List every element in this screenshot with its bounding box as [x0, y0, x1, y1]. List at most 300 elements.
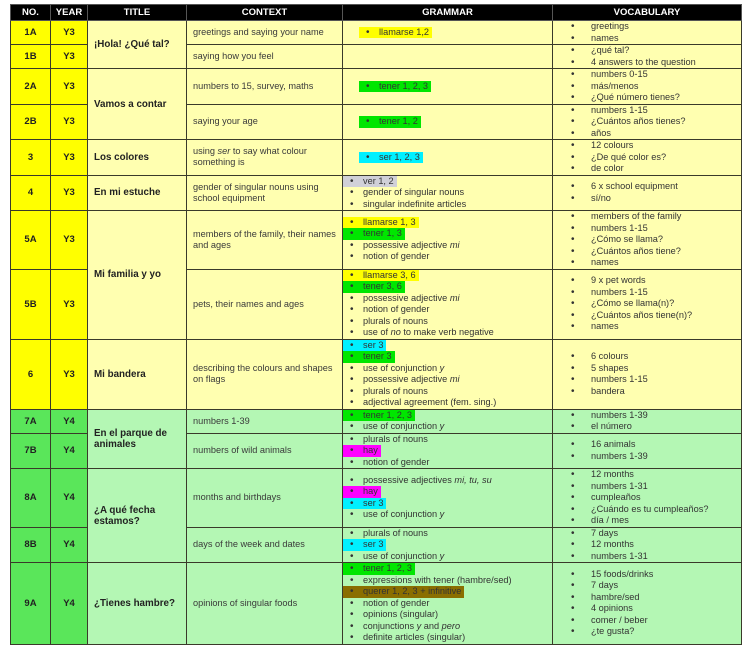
grammar-item: [343, 187, 552, 199]
bullet-icon: •: [571, 275, 575, 287]
unit-title: Mi bandera: [88, 339, 187, 409]
grammar-highlight: [343, 586, 464, 598]
vocabulary-item: [553, 33, 741, 45]
bullet-icon: •: [571, 492, 575, 503]
vocabulary-item: [553, 551, 741, 563]
grammar-item: [343, 327, 552, 339]
vocabulary-cell: [553, 104, 742, 140]
grammar-text: plurals of nouns: [363, 385, 428, 396]
bullet-icon: •: [571, 286, 575, 298]
grammar-text: tener 3: [363, 351, 392, 361]
bullet-icon: •: [350, 456, 354, 468]
vocabulary-text: hambre/sed: [591, 591, 640, 602]
vocabulary-item: [553, 257, 741, 269]
grammar-item: [343, 509, 552, 521]
bullet-icon: •: [366, 80, 370, 92]
bullet-icon: •: [571, 192, 575, 204]
vocabulary-item: [553, 469, 741, 481]
vocabulary-text: numbers 1-31: [591, 550, 648, 561]
vocabulary-item: [553, 211, 741, 223]
grammar-emphasis: y: [416, 620, 422, 631]
grammar-text: llamarse 1,2: [379, 26, 430, 37]
grammar-item: [343, 240, 552, 252]
vocabulary-list: [553, 21, 741, 44]
unit-context: numbers to 15, survey, maths: [187, 69, 343, 105]
unit-number: 5A: [11, 211, 51, 270]
vocabulary-text: numbers 1-15: [591, 104, 648, 115]
bullet-icon: •: [571, 550, 575, 562]
grammar-text: use of conjunction: [363, 421, 440, 431]
grammar-item: [343, 374, 552, 386]
bullet-icon: •: [571, 45, 575, 56]
vocabulary-list: [553, 439, 741, 462]
year-group: Y3: [51, 211, 88, 270]
unit-context: numbers of wild animals: [187, 433, 343, 469]
vocabulary-text: ¿Cuántos años tiene?: [591, 245, 681, 256]
grammar-item: [343, 228, 552, 240]
table-row-5a: [11, 211, 742, 270]
bullet-icon: •: [571, 234, 575, 245]
vocabulary-item: [553, 287, 741, 299]
unit-number: 8A: [11, 469, 51, 528]
grammar-text: tener 1, 3: [363, 228, 402, 239]
vocabulary-text: numbers 1-39: [591, 409, 648, 420]
vocabulary-item: [553, 21, 741, 33]
bullet-icon: •: [350, 304, 354, 315]
vocabulary-item: [553, 92, 741, 104]
grammar-cell: [343, 211, 553, 270]
vocabulary-text: 7 days: [591, 580, 619, 591]
grammar-item: [343, 340, 552, 352]
grammar-emphasis: y: [439, 421, 445, 431]
grammar-text: ver 1, 2: [363, 175, 394, 186]
vocabulary-item: [553, 569, 741, 581]
bullet-icon: •: [350, 539, 354, 550]
unit-number: 4: [11, 175, 51, 211]
bullet-icon: •: [350, 175, 354, 187]
vocabulary-item: [553, 492, 741, 504]
vocabulary-item: [553, 181, 741, 193]
year-group: Y3: [51, 69, 88, 105]
bullet-icon: •: [350, 187, 354, 198]
vocabulary-list: [553, 351, 741, 397]
vocabulary-cell: [553, 563, 742, 645]
vocabulary-item: [553, 116, 741, 128]
vocabulary-text: 16 animals: [591, 439, 636, 450]
vocabulary-text: bandera: [591, 385, 625, 396]
unit-number: 5B: [11, 269, 51, 339]
unit-title: En el parque de animales: [88, 409, 187, 469]
unit-title: Los colores: [88, 140, 187, 176]
bullet-icon: •: [350, 597, 354, 609]
table-row-8a: [11, 469, 742, 528]
vocabulary-item: [553, 363, 741, 375]
grammar-text: gender of singular nouns: [363, 187, 465, 197]
bullet-icon: •: [571, 469, 575, 480]
bullet-icon: •: [571, 385, 575, 397]
vocabulary-item: [553, 626, 741, 638]
grammar-list: [359, 81, 552, 93]
bullet-icon: •: [350, 251, 354, 263]
vocabulary-item: [553, 351, 741, 363]
bullet-icon: •: [571, 568, 575, 580]
grammar-item: [343, 475, 552, 487]
grammar-text: notion of gender: [363, 251, 430, 262]
grammar-text: notion of gender: [363, 456, 430, 467]
vocabulary-text: ¿te gusta?: [591, 626, 635, 637]
vocabulary-item: [553, 592, 741, 604]
bullet-icon: •: [350, 339, 354, 351]
vocabulary-list: [553, 469, 741, 527]
unit-number: 1B: [11, 45, 51, 69]
grammar-text: definite articles (singular): [363, 632, 466, 642]
vocabulary-item: [553, 275, 741, 287]
grammar-text: tener 3, 6: [363, 281, 402, 291]
bullet-icon: •: [350, 374, 354, 385]
vocabulary-item: [553, 410, 741, 422]
vocabulary-text: día / mes: [591, 515, 629, 525]
grammar-highlight: [343, 270, 419, 282]
table-row-4: [11, 175, 742, 211]
grammar-cell: [343, 469, 553, 528]
grammar-list: [343, 563, 552, 644]
unit-title: Mi familia y yo: [88, 211, 187, 340]
unit-context: numbers 1-39: [187, 409, 343, 433]
vocabulary-item: [553, 234, 741, 246]
bullet-icon: •: [350, 421, 354, 432]
bullet-icon: •: [571, 409, 575, 421]
grammar-text: ser 3: [363, 339, 384, 350]
grammar-item: [343, 410, 552, 422]
bullet-icon: •: [571, 614, 575, 626]
grammar-item: [343, 397, 552, 409]
bullet-icon: •: [350, 586, 354, 597]
bullet-icon: •: [350, 563, 354, 574]
grammar-emphasis: mi: [449, 374, 460, 384]
bullet-icon: •: [571, 257, 575, 268]
bullet-icon: •: [350, 433, 354, 445]
vocabulary-list: [553, 569, 741, 638]
bullet-icon: •: [350, 409, 354, 421]
unit-context: months and birthdays: [187, 469, 343, 528]
bullet-icon: •: [571, 503, 575, 515]
grammar-item: [343, 304, 552, 316]
vocabulary-text: 4 answers to the question: [591, 56, 696, 67]
grammar-item: [343, 199, 552, 211]
grammar-item: [343, 363, 552, 375]
unit-context: greetings and saying your name: [187, 21, 343, 45]
bullet-icon: •: [571, 515, 575, 526]
grammar-list: [343, 475, 552, 521]
grammar-cell: [343, 140, 553, 176]
grammar-text: tener 1, 2, 3: [379, 80, 429, 91]
grammar-emphasis: mi, tu, su: [454, 474, 492, 485]
bullet-icon: •: [350, 228, 354, 240]
grammar-item: [343, 539, 552, 551]
vocabulary-item: [553, 515, 741, 527]
year-group: Y3: [51, 21, 88, 45]
year-group: Y4: [51, 433, 88, 469]
bullet-icon: •: [571, 222, 575, 234]
header-vocabulary: VOCABULARY: [553, 5, 742, 21]
grammar-text: ser 3: [363, 539, 384, 549]
unit-number: 2B: [11, 104, 51, 140]
grammar-cell: [343, 45, 553, 69]
grammar-cell: [343, 339, 553, 409]
grammar-text: llamarse 1, 3: [363, 216, 416, 227]
vocabulary-text: ¿Cuándo es tu cumpleaños?: [591, 503, 709, 514]
grammar-text: possessive adjective: [363, 239, 450, 250]
bullet-icon: •: [571, 309, 575, 321]
bullet-icon: •: [571, 351, 575, 362]
grammar-text: hay: [363, 445, 378, 455]
bullet-icon: •: [571, 580, 575, 592]
grammar-item: [343, 251, 552, 263]
bullet-icon: •: [571, 181, 575, 193]
unit-title: Vamos a contar: [88, 69, 187, 140]
bullet-icon: •: [350, 385, 354, 397]
grammar-text: ser 3: [363, 497, 384, 508]
bullet-icon: •: [350, 327, 354, 338]
vocabulary-text: ¿Qué número tienes?: [591, 92, 680, 102]
bullet-icon: •: [350, 445, 354, 456]
grammar-text: expressions with tener (hambre/sed): [363, 574, 512, 585]
grammar-text: ser 1, 2, 3: [379, 151, 420, 162]
bullet-icon: •: [571, 298, 575, 310]
bullet-icon: •: [350, 292, 354, 304]
grammar-cell: [343, 409, 553, 433]
vocabulary-text: 9 x pet words: [591, 275, 646, 286]
vocabulary-item: [553, 504, 741, 516]
unit-title: ¿A qué fecha estamos?: [88, 469, 187, 563]
vocabulary-text: numbers 1-39: [591, 450, 648, 461]
header-row: [11, 5, 742, 21]
year-group: Y4: [51, 563, 88, 645]
year-group: Y3: [51, 269, 88, 339]
vocabulary-item: [553, 152, 741, 164]
vocabulary-cell: [553, 45, 742, 69]
bullet-icon: •: [571, 127, 575, 139]
unit-number: 1A: [11, 21, 51, 45]
unit-context: members of the family, their names and ages: [187, 211, 343, 270]
vocabulary-text: numbers 1-15: [591, 374, 648, 384]
vocabulary-cell: [553, 469, 742, 528]
header-no: NO.: [11, 5, 51, 21]
grammar-item: [343, 528, 552, 540]
vocabulary-item: [553, 81, 741, 93]
vocabulary-text: comer / beber: [591, 614, 648, 625]
grammar-text: plurals of nouns: [363, 315, 428, 326]
bullet-icon: •: [366, 116, 370, 127]
unit-context: describing the colours and shapes on flags: [187, 339, 343, 409]
bullet-icon: •: [350, 351, 354, 362]
year-group: Y3: [51, 175, 88, 211]
unit-number: 7A: [11, 409, 51, 433]
grammar-item: [343, 270, 552, 282]
grammar-emphasis: no: [390, 327, 401, 337]
grammar-item: [343, 609, 552, 621]
vocabulary-cell: [553, 211, 742, 270]
vocabulary-text: ¿Cómo se llama(n)?: [591, 298, 675, 309]
vocabulary-item: [553, 421, 741, 433]
vocabulary-text: el número: [591, 421, 632, 431]
bullet-icon: •: [350, 550, 354, 562]
vocabulary-item: [553, 615, 741, 627]
vocabulary-text: numbers 1-15: [591, 222, 648, 233]
unit-title: ¿Tienes hambre?: [88, 563, 187, 645]
grammar-cell: [343, 175, 553, 211]
grammar-highlight: [343, 445, 381, 457]
vocabulary-text: ¿Cuántos años tienes?: [591, 116, 686, 126]
grammar-list: [359, 152, 552, 164]
unit-number: 9A: [11, 563, 51, 645]
vocabulary-item: [553, 439, 741, 451]
scheme-of-work-table-wrapper: [10, 4, 741, 645]
vocabulary-text: más/menos: [591, 80, 639, 91]
grammar-cell: [343, 69, 553, 105]
grammar-emphasis: pero: [441, 620, 461, 631]
grammar-item: [343, 421, 552, 433]
vocabulary-text: 6 colours: [591, 351, 629, 361]
vocabulary-cell: [553, 433, 742, 469]
header-grammar: GRAMMAR: [343, 5, 553, 21]
bullet-icon: •: [571, 104, 575, 116]
vocabulary-item: [553, 57, 741, 69]
grammar-cell: [343, 563, 553, 645]
vocabulary-item: [553, 45, 741, 57]
year-group: Y4: [51, 527, 88, 563]
bullet-icon: •: [350, 269, 354, 281]
bullet-icon: •: [571, 140, 575, 151]
vocabulary-cell: [553, 69, 742, 105]
vocabulary-text: de color: [591, 163, 624, 173]
unit-number: 3: [11, 140, 51, 176]
grammar-text: tener 1, 2, 3: [363, 563, 413, 573]
vocabulary-text: ¿qué tal?: [591, 45, 630, 55]
grammar-text: use of conjunction: [363, 550, 440, 561]
bullet-icon: •: [571, 362, 575, 374]
grammar-cell: [343, 433, 553, 469]
bullet-icon: •: [571, 480, 575, 492]
bullet-icon: •: [350, 574, 354, 586]
grammar-list: [343, 528, 552, 563]
bullet-icon: •: [350, 315, 354, 327]
grammar-emphasis: y: [439, 362, 445, 373]
bullet-icon: •: [571, 374, 575, 385]
vocabulary-text: 12 months: [591, 539, 634, 549]
bullet-icon: •: [571, 92, 575, 103]
vocabulary-list: [553, 528, 741, 563]
grammar-list: [343, 434, 552, 469]
vocabulary-text: años: [591, 127, 611, 138]
vocabulary-item: [553, 481, 741, 493]
bullet-icon: •: [350, 239, 354, 251]
grammar-item: [343, 457, 552, 469]
context-text: to say what colour something is: [193, 146, 307, 168]
grammar-cell: [343, 527, 553, 563]
table-row-2a: [11, 69, 742, 105]
unit-number: 6: [11, 339, 51, 409]
vocabulary-text: 4 opinions: [591, 603, 633, 614]
grammar-item: [343, 586, 552, 598]
grammar-text: singular indefinite articles: [363, 198, 467, 209]
table-row-6: [11, 339, 742, 409]
grammar-text: hay: [363, 486, 378, 497]
bullet-icon: •: [350, 362, 354, 374]
grammar-text: use of: [363, 327, 391, 337]
grammar-item: [343, 217, 552, 229]
bullet-icon: •: [571, 80, 575, 92]
year-group: Y3: [51, 339, 88, 409]
unit-number: 2A: [11, 69, 51, 105]
grammar-text: notion of gender: [363, 304, 430, 314]
grammar-text: tener 1, 2: [379, 116, 418, 126]
bullet-icon: •: [571, 151, 575, 163]
vocabulary-item: [553, 140, 741, 152]
bullet-icon: •: [350, 527, 354, 539]
vocabulary-item: [553, 128, 741, 140]
table-row-1a: [11, 21, 742, 45]
grammar-cell: [343, 21, 553, 45]
vocabulary-item: [553, 69, 741, 81]
vocabulary-item: [553, 386, 741, 398]
grammar-item: [343, 386, 552, 398]
vocabulary-list: [553, 45, 741, 68]
grammar-text: adjectival agreement (fem. sing.): [363, 397, 497, 407]
bullet-icon: •: [350, 281, 354, 292]
bullet-icon: •: [350, 497, 354, 509]
grammar-item: [343, 563, 552, 575]
grammar-text: conjunctions: [363, 620, 417, 631]
vocabulary-list: [553, 105, 741, 140]
vocabulary-item: [553, 193, 741, 205]
vocabulary-text: names: [591, 257, 619, 267]
grammar-item: [343, 621, 552, 633]
grammar-list: [343, 410, 552, 433]
vocabulary-cell: [553, 527, 742, 563]
bullet-icon: •: [571, 211, 575, 222]
vocabulary-text: names: [591, 32, 619, 43]
vocabulary-item: [553, 246, 741, 258]
unit-title: En mi estuche: [88, 175, 187, 211]
vocabulary-text: members of the family: [591, 211, 682, 221]
bullet-icon: •: [350, 216, 354, 228]
vocabulary-list: [553, 275, 741, 333]
bullet-icon: •: [366, 151, 370, 163]
grammar-text: possessive adjectives: [363, 474, 455, 485]
bullet-icon: •: [571, 56, 575, 68]
grammar-item: [343, 351, 552, 363]
grammar-item: [343, 293, 552, 305]
vocabulary-text: ¿De qué color es?: [591, 151, 667, 162]
vocabulary-cell: [553, 21, 742, 45]
header-title: TITLE: [88, 5, 187, 21]
grammar-list: [359, 116, 552, 128]
grammar-item: [343, 632, 552, 644]
vocabulary-list: [553, 211, 741, 269]
grammar-highlight: [343, 217, 419, 229]
grammar-item: [343, 281, 552, 293]
bullet-icon: •: [571, 527, 575, 539]
vocabulary-cell: [553, 409, 742, 433]
vocabulary-item: [553, 539, 741, 551]
vocabulary-text: numbers 1-15: [591, 286, 648, 297]
vocabulary-cell: [553, 339, 742, 409]
year-group: Y3: [51, 45, 88, 69]
vocabulary-list: [553, 69, 741, 104]
unit-context: pets, their names and ages: [187, 269, 343, 339]
grammar-item: [343, 498, 552, 510]
